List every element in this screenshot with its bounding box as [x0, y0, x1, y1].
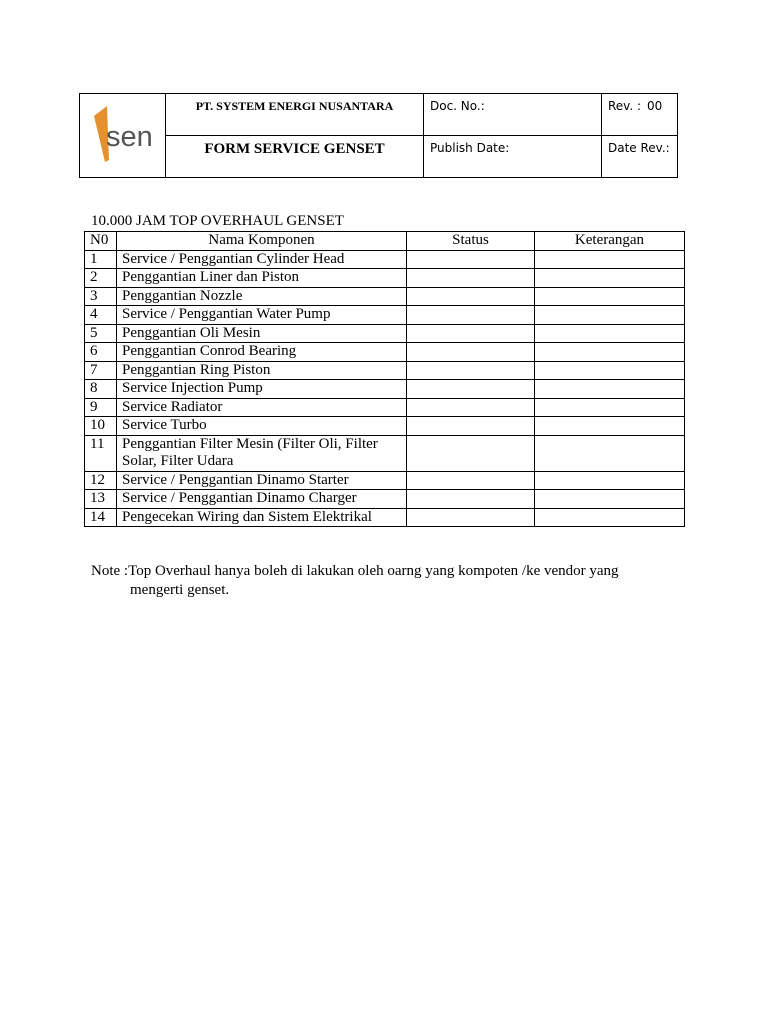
- cell-no: 2: [85, 269, 117, 288]
- cell-keterangan[interactable]: [535, 343, 685, 362]
- cell-status[interactable]: [407, 508, 535, 527]
- table-row: [85, 398, 685, 417]
- company-logo: [88, 98, 158, 168]
- form-title: FORM SERVICE GENSET: [166, 136, 424, 178]
- cell-status[interactable]: [407, 490, 535, 509]
- company-name: PT. SYSTEM ENERGI NUSANTARA: [166, 94, 424, 136]
- publish-date-label: Publish Date:: [424, 136, 602, 178]
- cell-no: 7: [85, 361, 117, 380]
- column-header-no: N0: [85, 232, 117, 251]
- cell-nama-komponen: Service / Penggantian Dinamo Charger: [117, 490, 407, 509]
- cell-status[interactable]: [407, 398, 535, 417]
- column-header-nama-komponen: Nama Komponen: [117, 232, 407, 251]
- cell-status[interactable]: [407, 287, 535, 306]
- cell-no: 13: [85, 490, 117, 509]
- rev-label: Rev. :: [608, 99, 642, 113]
- cell-no: 9: [85, 398, 117, 417]
- cell-keterangan[interactable]: [535, 435, 685, 471]
- cell-nama-komponen: Penggantian Liner dan Piston: [117, 269, 407, 288]
- cell-status[interactable]: [407, 417, 535, 436]
- note: [91, 562, 651, 599]
- document-header: [79, 93, 678, 178]
- column-header-status: Status: [407, 232, 535, 251]
- cell-no: 6: [85, 343, 117, 362]
- cell-no: 4: [85, 306, 117, 325]
- rev-field: [602, 94, 678, 136]
- cell-keterangan[interactable]: [535, 380, 685, 399]
- cell-no: 1: [85, 250, 117, 269]
- svg-text:sen: sen: [105, 121, 153, 153]
- doc-no-label: Doc. No.:: [424, 94, 602, 136]
- cell-no: 14: [85, 508, 117, 527]
- cell-nama-komponen: Service Radiator: [117, 398, 407, 417]
- cell-nama-komponen: Penggantian Conrod Bearing: [117, 343, 407, 362]
- cell-nama-komponen: Pengecekan Wiring dan Sistem Elektrikal: [117, 508, 407, 527]
- cell-status[interactable]: [407, 380, 535, 399]
- table-row: [85, 490, 685, 509]
- component-table: [84, 231, 685, 527]
- table-row: [85, 435, 685, 471]
- cell-status[interactable]: [407, 471, 535, 490]
- cell-no: 10: [85, 417, 117, 436]
- cell-keterangan[interactable]: [535, 250, 685, 269]
- table-row: [85, 361, 685, 380]
- cell-no: 11: [85, 435, 117, 471]
- cell-keterangan[interactable]: [535, 269, 685, 288]
- cell-nama-komponen: Penggantian Oli Mesin: [117, 324, 407, 343]
- cell-nama-komponen: Service / Penggantian Cylinder Head: [117, 250, 407, 269]
- cell-status[interactable]: [407, 435, 535, 471]
- cell-keterangan[interactable]: [535, 508, 685, 527]
- cell-status[interactable]: [407, 343, 535, 362]
- note-line-1: Note :Top Overhaul hanya boleh di lakukan oleh oarng yang kompoten /ke vendor yang: [91, 563, 619, 579]
- cell-nama-komponen: Penggantian Ring Piston: [117, 361, 407, 380]
- table-row: [85, 380, 685, 399]
- cell-status[interactable]: [407, 306, 535, 325]
- table-row: [85, 417, 685, 436]
- cell-nama-komponen: Service Turbo: [117, 417, 407, 436]
- cell-keterangan[interactable]: [535, 306, 685, 325]
- table-row: [85, 324, 685, 343]
- table-row: [85, 343, 685, 362]
- rev-value: 00: [647, 99, 663, 113]
- date-rev-label: Date Rev.:: [602, 136, 678, 178]
- logo-cell: [80, 94, 166, 178]
- cell-keterangan[interactable]: [535, 361, 685, 380]
- cell-no: 12: [85, 471, 117, 490]
- cell-nama-komponen: Penggantian Filter Mesin (Filter Oli, Filter Solar, Filter Udara: [117, 435, 407, 471]
- table-row: [85, 250, 685, 269]
- cell-no: 8: [85, 380, 117, 399]
- cell-keterangan[interactable]: [535, 398, 685, 417]
- table-row: [85, 471, 685, 490]
- table-row: [85, 508, 685, 527]
- cell-nama-komponen: Penggantian Nozzle: [117, 287, 407, 306]
- cell-nama-komponen: Service Injection Pump: [117, 380, 407, 399]
- cell-no: 3: [85, 287, 117, 306]
- table-header-row: [85, 232, 685, 251]
- column-header-keterangan: Keterangan: [535, 232, 685, 251]
- cell-keterangan[interactable]: [535, 417, 685, 436]
- table-row: [85, 306, 685, 325]
- cell-keterangan[interactable]: [535, 471, 685, 490]
- cell-nama-komponen: Service / Penggantian Dinamo Starter: [117, 471, 407, 490]
- cell-status[interactable]: [407, 250, 535, 269]
- cell-keterangan[interactable]: [535, 287, 685, 306]
- table-row: [85, 269, 685, 288]
- cell-keterangan[interactable]: [535, 490, 685, 509]
- cell-status[interactable]: [407, 324, 535, 343]
- cell-nama-komponen: Service / Penggantian Water Pump: [117, 306, 407, 325]
- cell-no: 5: [85, 324, 117, 343]
- cell-status[interactable]: [407, 269, 535, 288]
- cell-status[interactable]: [407, 361, 535, 380]
- section-title: 10.000 JAM TOP OVERHAUL GENSET: [91, 213, 344, 229]
- note-line-2: mengerti genset.: [130, 581, 230, 598]
- table-row: [85, 287, 685, 306]
- cell-keterangan[interactable]: [535, 324, 685, 343]
